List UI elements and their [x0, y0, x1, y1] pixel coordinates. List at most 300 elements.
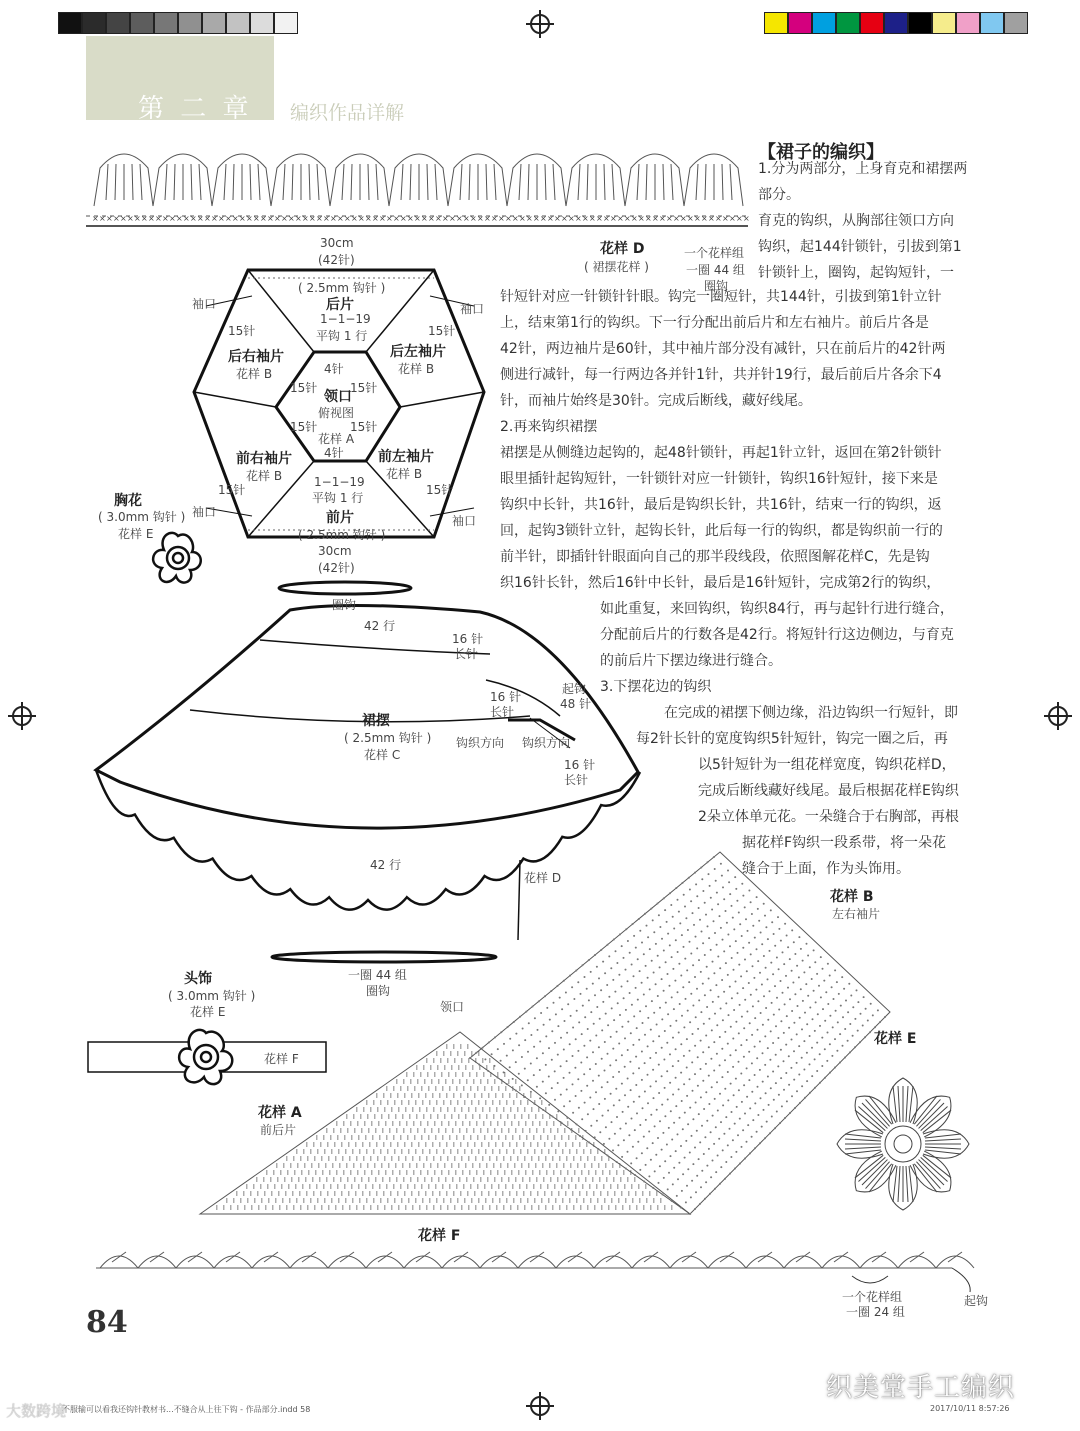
band-x-mark: ×: [316, 214, 323, 223]
pattern-b-stitch: [729, 945, 731, 947]
pattern-b-stitch: [515, 1090, 517, 1092]
pattern-b-stitch: [735, 1049, 737, 1051]
pattern-b-stitch: [602, 961, 604, 963]
pattern-b-stitch: [708, 1148, 710, 1150]
pattern-b-stitch: [707, 861, 709, 863]
pattern-b-stitch: [566, 1032, 568, 1034]
pattern-b-stitch: [754, 937, 756, 939]
pattern-b-stitch: [689, 941, 691, 943]
footer-timestamp: 2017/10/11 8:57:26: [930, 1404, 1010, 1413]
pattern-b-stitch: [506, 1083, 508, 1085]
pattern-b-stitch: [702, 1051, 704, 1053]
pattern-b-stitch: [564, 1020, 566, 1022]
front-right-pattern: 花样 B: [246, 469, 283, 483]
band-x-mark: ×: [659, 214, 666, 223]
pattern-b-stitch: [778, 1009, 780, 1011]
pattern-b-stitch: [838, 993, 840, 995]
pattern-b-title: 花样 B: [830, 889, 874, 905]
band-x-mark: ×: [575, 214, 582, 223]
chest-flower-title: 胸花: [114, 493, 142, 509]
pattern-d-round: 一圈 44 组: [686, 263, 745, 277]
pattern-b-stitch: [627, 1049, 629, 1051]
pattern-b-stitch: [641, 942, 643, 944]
neck-title: 领口: [324, 389, 352, 405]
pattern-b-stitch: [809, 966, 811, 968]
pattern-b-stitch: [694, 872, 696, 874]
pattern-b-stitch: [685, 1201, 687, 1203]
pattern-b-stitch: [671, 1200, 673, 1202]
pattern-b-stitch: [704, 1198, 706, 1200]
pattern-b-sub: 左右袖片: [832, 907, 881, 921]
pattern-b-stitch: [845, 1000, 847, 1002]
pattern-b-stitch: [860, 1013, 862, 1015]
band-x-mark: ×: [617, 214, 624, 223]
band-stitch: [705, 164, 706, 200]
pattern-b-stitch: [671, 1139, 673, 1141]
band-x-mark: ×: [351, 214, 358, 223]
pattern-b-stitch: [613, 1104, 615, 1106]
pattern-b-stitch: [509, 1066, 511, 1068]
pattern-b-stitch: [736, 900, 738, 902]
pattern-b-stitch: [806, 943, 808, 945]
pattern-b-stitch: [689, 1021, 691, 1023]
front-right-sleeve: 前右袖片: [236, 451, 292, 467]
pattern-b-stitch: [721, 1076, 723, 1078]
pattern-b-stitch: [820, 996, 822, 998]
pattern-b-stitch: [645, 1164, 647, 1166]
pattern-b-stitch: [766, 1121, 768, 1123]
pattern-b-stitch: [782, 992, 784, 994]
pattern-b-stitch: [759, 972, 761, 974]
pattern-b-stitch: [488, 1042, 490, 1044]
pattern-b-stitch: [637, 999, 639, 1001]
stitch-15-br: 15针: [426, 483, 454, 497]
pattern-b-stitch: [752, 1005, 754, 1007]
pattern-b-stitch: [695, 936, 697, 938]
pattern-b-stitch: [742, 895, 744, 897]
pattern-b-stitch: [746, 1141, 748, 1143]
pattern-b-stitch: [703, 1108, 705, 1110]
pattern-b-stitch: [757, 1086, 759, 1088]
pattern-b-stitch: [695, 1102, 697, 1104]
pattern-b-stitch: [621, 1054, 623, 1056]
pattern-b-stitch: [787, 946, 789, 948]
pattern-b-stitch: [685, 917, 687, 919]
instruction-line: 42针，两边袖片是60针，其中袖片部分没有减针，只在前后片的42针两: [500, 341, 946, 357]
pattern-b-stitch: [834, 1067, 836, 1069]
pattern-b-stitch: [785, 1072, 787, 1074]
pattern-b-stitch: [748, 890, 750, 892]
band-stitch: [722, 164, 723, 200]
pattern-b-stitch: [610, 1093, 612, 1095]
pattern-b-stitch: [689, 1050, 691, 1052]
pattern-b-stitch: [672, 1183, 674, 1185]
pattern-b-stitch: [579, 1135, 581, 1137]
pattern-b-stitch: [631, 964, 633, 966]
pattern-b-stitch: [551, 1087, 553, 1089]
pattern-b-stitch: [743, 1056, 745, 1058]
pattern-b-stitch: [712, 1001, 714, 1003]
pattern-b-stitch: [848, 983, 850, 985]
pattern-b-stitch: [769, 950, 771, 952]
pattern-b-stitch: [867, 1020, 869, 1022]
chest-flower-pattern: 花样 E: [118, 527, 154, 541]
skirt-schematic: [96, 582, 640, 962]
pattern-b-stitch: [704, 902, 706, 904]
pattern-b-stitch: [723, 950, 725, 952]
stitch-15-nl1: 15针: [290, 381, 318, 395]
pattern-b-stitch: [714, 1098, 716, 1100]
pattern-b-stitch: [649, 1057, 651, 1059]
pattern-b-stitch: [563, 980, 565, 982]
pattern-b-stitch: [666, 1070, 668, 1072]
pattern-b-stitch: [748, 982, 750, 984]
pattern-b-stitch: [840, 1005, 842, 1007]
band-stitch: [351, 164, 352, 200]
pattern-f-loop: [442, 1256, 480, 1268]
pattern-b-stitch: [759, 1142, 761, 1144]
pattern-b-stitch: [503, 1071, 505, 1073]
pattern-b-stitch: [647, 977, 649, 979]
band-x-mark: ×: [155, 214, 162, 223]
pattern-b-stitch: [694, 1147, 696, 1149]
band-stitch: [283, 164, 285, 200]
pattern-b-stitch: [665, 1002, 667, 1004]
pattern-b-stitch: [727, 1144, 729, 1146]
pattern-b-stitch: [593, 1108, 595, 1110]
pattern-b-stitch: [604, 1041, 606, 1043]
pattern-b-stitch: [650, 1114, 652, 1116]
skirt-long-htr: 长针: [490, 705, 515, 719]
pattern-b-stitch: [524, 1096, 526, 1098]
instruction-line: 2.再来钩织裙摆: [500, 419, 598, 435]
pattern-b-stitch: [507, 1026, 509, 1028]
pattern-b-stitch: [574, 1067, 576, 1069]
pattern-b-stitch: [799, 1017, 801, 1019]
pattern-b-stitch: [615, 950, 617, 952]
pattern-b-stitch: [735, 940, 737, 942]
pattern-b-stitch: [804, 1012, 806, 1014]
pattern-b-stitch: [475, 1052, 477, 1054]
pattern-b-stitch: [763, 955, 765, 957]
pattern-b-stitch: [741, 1101, 743, 1103]
pattern-b-stitch: [597, 1148, 599, 1150]
pattern-b-stitch: [738, 1089, 740, 1091]
pattern-b-stitch: [565, 992, 567, 994]
pattern-f-loop: [290, 1256, 328, 1268]
front-left-sleeve: 前左袖片: [378, 449, 434, 465]
pattern-b-stitch: [661, 1104, 663, 1106]
band-x-mark: ×: [694, 214, 701, 223]
pattern-b-stitch: [870, 1003, 872, 1005]
skirt-long-sc: 长针: [564, 773, 589, 787]
pattern-b-stitch: [783, 1060, 785, 1062]
pattern-b-stitch: [566, 1117, 568, 1119]
pattern-b-stitch: [692, 1090, 694, 1092]
skirt-title: 裙摆: [362, 713, 390, 729]
pattern-b-stitch: [680, 1043, 682, 1045]
pattern-b-stitch: [512, 1078, 514, 1080]
band-x-mark: ×: [323, 214, 330, 223]
pattern-b-stitch: [584, 1102, 586, 1104]
pattern-b-stitch: [775, 1082, 777, 1084]
pattern-b-stitch: [657, 995, 659, 997]
pattern-b-stitch: [730, 1156, 732, 1158]
pattern-b-stitch: [785, 975, 787, 977]
pattern-b-stitch: [764, 1137, 766, 1139]
pattern-b-stitch: [746, 1096, 748, 1098]
pattern-b-stitch: [717, 903, 719, 905]
pattern-b-stitch: [732, 1139, 734, 1141]
pattern-b-stitch: [632, 1044, 634, 1046]
pattern-b-stitch: [661, 1047, 663, 1049]
pattern-b-stitch: [645, 1119, 647, 1121]
band-x-mark: ×: [281, 214, 288, 223]
stitch-15-nr2: 15针: [350, 420, 378, 434]
pattern-b-stitch: [494, 1036, 496, 1038]
pattern-b-stitch: [843, 988, 845, 990]
pattern-b-stitch: [793, 1050, 795, 1052]
pattern-b-stitch: [542, 1109, 544, 1111]
pattern-b-stitch: [705, 1091, 707, 1093]
pattern-b-stitch: [655, 943, 657, 945]
pattern-b-stitch: [672, 1094, 674, 1096]
pattern-b-stitch: [627, 940, 629, 942]
pattern-b-stitch: [674, 980, 676, 982]
pattern-b-stitch: [613, 1019, 615, 1021]
pattern-b-stitch: [650, 908, 652, 910]
pattern-b-stitch: [716, 1024, 718, 1026]
pattern-b-stitch: [619, 1128, 621, 1130]
pattern-b-stitch: [726, 922, 728, 924]
pattern-b-stitch: [792, 982, 794, 984]
pattern-b-stitch: [763, 995, 765, 997]
pattern-b-stitch: [645, 965, 647, 967]
pattern-b-stitch: [546, 1007, 548, 1009]
pattern-b-stitch: [722, 1104, 724, 1106]
pattern-b-stitch: [632, 923, 634, 925]
pattern-b-stitch: [709, 1193, 711, 1195]
band-x-mark: ×: [596, 214, 603, 223]
pattern-b-stitch: [763, 1109, 765, 1111]
pattern-b-stitch: [659, 926, 661, 928]
pattern-b-stitch: [533, 1103, 535, 1105]
pattern-b-stitch: [727, 934, 729, 936]
pattern-b-stitch: [774, 945, 776, 947]
pattern-b-stitch: [580, 1090, 582, 1092]
skirt-bottom-hook: 圈钩: [366, 984, 391, 998]
pattern-b-stitch: [625, 1123, 627, 1125]
pattern-b-stitch: [670, 1025, 672, 1027]
pattern-b-stitch: [737, 952, 739, 954]
pattern-a-title: 花样 A: [258, 1105, 302, 1121]
band-x-mark: ×: [176, 214, 183, 223]
pattern-b-stitch: [760, 1097, 762, 1099]
band-stitch: [545, 164, 546, 200]
band-x-mark: ×: [99, 214, 106, 223]
pattern-b-stitch: [566, 1060, 568, 1062]
pattern-f-title: 花样 F: [418, 1228, 461, 1244]
pattern-b-stitch: [824, 1020, 826, 1022]
pattern-b-stitch: [699, 1141, 701, 1143]
pattern-b-stitch: [587, 1113, 589, 1115]
pattern-b-stitch: [714, 1013, 716, 1015]
instruction-line: 在完成的裙摆下侧边缘，沿边钩织一行短针，即: [664, 705, 958, 721]
pattern-b-stitch: [557, 1082, 559, 1084]
pattern-b-stitch: [650, 1029, 652, 1031]
skirt-start48: 48 针: [560, 697, 592, 711]
pattern-b-stitch: [798, 1045, 800, 1047]
pattern-b-stitch: [852, 1035, 854, 1037]
pattern-b-stitch: [680, 975, 682, 977]
pattern-b-stitch: [734, 876, 736, 878]
band-x-mark: ×: [344, 214, 351, 223]
pattern-b-stitch: [633, 1015, 635, 1017]
pattern-b-stitch: [801, 1028, 803, 1030]
pattern-b-stitch: [721, 979, 723, 981]
pattern-b-stitch: [563, 1077, 565, 1079]
pattern-b-stitch: [842, 1016, 844, 1018]
pattern-b-stitch: [731, 997, 733, 999]
chest-flower-shape: [153, 533, 201, 583]
pattern-b-stitch: [639, 1010, 641, 1012]
pattern-b-stitch: [605, 1013, 607, 1015]
band-x-mark: ×: [561, 214, 568, 223]
pattern-b-stitch: [590, 971, 592, 973]
pattern-b-stitch: [638, 918, 640, 920]
pattern-b-stitch: [557, 1054, 559, 1056]
pattern-b-stitch: [623, 957, 625, 959]
pattern-b-stitch: [822, 968, 824, 970]
yoke-back-title: 后片: [326, 297, 354, 313]
pattern-b-stitch: [658, 1182, 660, 1184]
pattern-b-stitch: [589, 1040, 591, 1042]
pattern-b-stitch: [614, 991, 616, 993]
pattern-b-stitch: [639, 1169, 641, 1171]
pattern-b-stitch: [649, 948, 651, 950]
pattern-b-stitch: [784, 923, 786, 925]
pattern-b-stitch: [729, 1128, 731, 1130]
pattern-b-stitch: [650, 1085, 652, 1087]
pattern-b-stitch: [635, 1056, 637, 1058]
band-x-mark: ×: [456, 214, 463, 223]
pattern-b-stitch: [655, 1154, 657, 1156]
pattern-b-stitch: [583, 1073, 585, 1075]
pattern-b-stitch: [809, 1035, 811, 1037]
pattern-b-stitch: [739, 923, 741, 925]
pattern-b-stitch: [815, 1001, 817, 1003]
band-x-mark: ×: [365, 214, 372, 223]
pattern-b-stitch: [586, 1085, 588, 1087]
pattern-b-stitch: [656, 1109, 658, 1111]
pattern-b-stitch: [563, 1105, 565, 1107]
footer-file: 不服输可以看我还钩针教材书...不缝合从上往下钩 - 作品部分.indd 58: [62, 1405, 311, 1414]
band-x-mark: ×: [274, 214, 281, 223]
pattern-b-stitch: [763, 903, 765, 905]
pattern-b-stitch: [658, 1064, 660, 1066]
band-x-mark: ×: [477, 214, 484, 223]
pattern-b-stitch: [720, 1008, 722, 1010]
pattern-b-stitch: [752, 925, 754, 927]
pattern-b-stitch: [617, 1002, 619, 1004]
pattern-b-stitch: [723, 898, 725, 900]
pattern-b-stitch: [509, 1038, 511, 1040]
pattern-b-stitch: [789, 1112, 791, 1114]
pattern-b-stitch: [676, 1195, 678, 1197]
pattern-b-stitch: [740, 975, 742, 977]
pattern-b-stitch: [687, 929, 689, 931]
instruction-line: 织16针长针，然后16针中长针，最后是16针短针，完成第2行的钩织，: [500, 575, 941, 591]
sleeve-opening-bl: 袖口: [192, 505, 217, 519]
instruction-line: 回，起钩3锁针立针，起钩长针，此后每一行的钩织，都是钩织前一行的: [500, 523, 943, 539]
band-x-mark: ×: [400, 214, 407, 223]
sleeve-opening-br: 袖口: [452, 514, 477, 528]
pattern-b-stitch: [844, 1028, 846, 1030]
pattern-b-stitch: [877, 1009, 879, 1011]
pattern-b-stitch: [704, 954, 706, 956]
pattern-b-stitch: [636, 1027, 638, 1029]
pattern-b-stitch: [695, 1191, 697, 1193]
skirt-rows-bottom: 42 行: [370, 858, 402, 872]
pattern-b-stitch: [680, 1072, 682, 1074]
band-stitch: [435, 164, 437, 200]
pattern-b-stitch: [825, 991, 827, 993]
pattern-b-stitch: [594, 994, 596, 996]
instruction-line: 前半针，即插针针眼面向自己的那半段线段，依照图解花样C，先是钩: [500, 549, 930, 565]
pattern-b-stitch: [700, 867, 702, 869]
pattern-f-loop: [176, 1256, 214, 1268]
pattern-b-stitch: [588, 999, 590, 1001]
pattern-b-stitch: [611, 1121, 613, 1123]
band-x-mark: ×: [547, 214, 554, 223]
pattern-b-stitch: [780, 1049, 782, 1051]
pattern-b-stitch: [677, 991, 679, 993]
pattern-b-stitch: [633, 975, 635, 977]
pattern-b-stitch: [518, 1073, 520, 1075]
pattern-b-stitch: [623, 1139, 625, 1141]
pattern-b-stitch: [719, 915, 721, 917]
pattern-b-stitch: [544, 995, 546, 997]
pattern-b-stitch: [570, 1129, 572, 1131]
pattern-b-stitch: [839, 1033, 841, 1035]
pattern-b-stitch: [739, 1004, 741, 1006]
pattern-b-stitch: [790, 1067, 792, 1069]
band-x-mark: ×: [582, 214, 589, 223]
pattern-b-stitch: [717, 1110, 719, 1112]
pattern-b-stitch: [864, 1036, 866, 1038]
pattern-b-stitch: [581, 1118, 583, 1120]
pattern-b-stitch: [820, 956, 822, 958]
pattern-b-stitch: [604, 1070, 606, 1072]
pattern-b-stitch: [527, 1051, 529, 1053]
pattern-b-stitch: [661, 1018, 663, 1020]
pattern-b-stitch: [819, 1053, 821, 1055]
pattern-b-stitch: [657, 955, 659, 957]
chart-neck-label: 领口: [440, 1000, 465, 1014]
band-x-mark: ×: [134, 214, 141, 223]
band-stitch: [486, 164, 487, 200]
band-stitch: [233, 164, 234, 200]
band-x-mark: ×: [288, 214, 295, 223]
pattern-b-stitch: [521, 1084, 523, 1086]
pattern-b-stitch: [545, 1064, 547, 1066]
skirt-pattern-d: 花样 D: [524, 871, 562, 885]
pattern-b-stitch: [827, 1003, 829, 1005]
pattern-b-stitch: [744, 1158, 746, 1160]
pattern-b-stitch: [777, 916, 779, 918]
site-watermark: 大数跨境: [6, 1402, 67, 1420]
pattern-b-stitch: [777, 1065, 779, 1067]
